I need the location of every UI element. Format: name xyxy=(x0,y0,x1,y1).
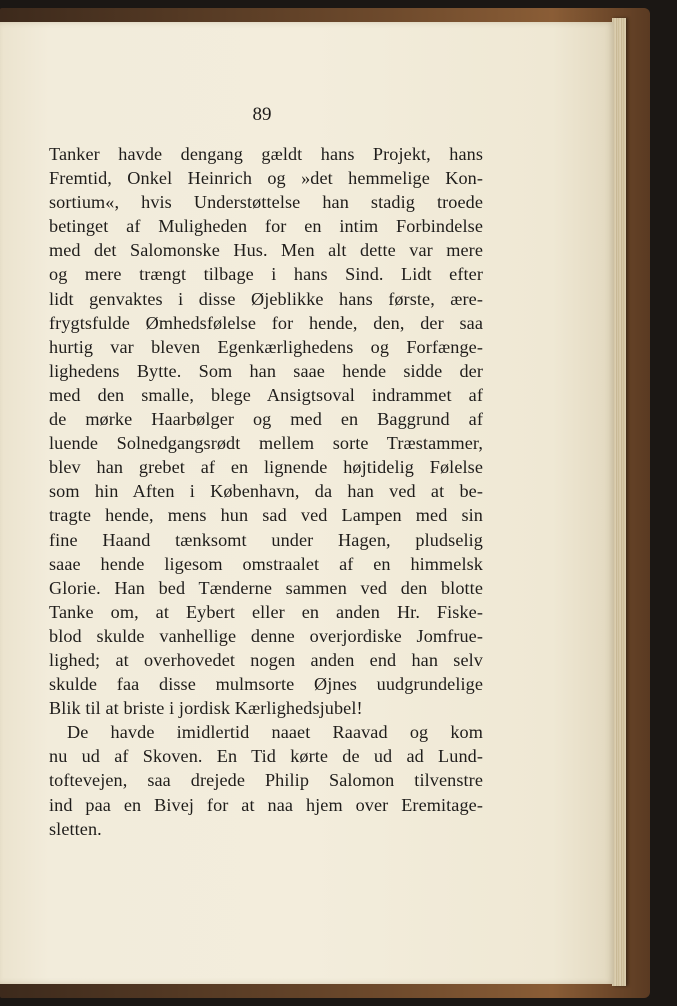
text-line: med den smalle, blege Ansigtsoval indrammet af xyxy=(49,384,483,405)
text-line: fine Haand tænksomt under Hagen, pludselig xyxy=(49,529,483,550)
text-line: Glorie. Han bed Tænderne sammen ved den blotte xyxy=(49,577,483,598)
text-line: betinget af Muligheden for en intim Forbindelse xyxy=(49,216,483,237)
text-line: og mere trængt tilbage i hans Sind. Lidt efter xyxy=(49,264,483,285)
text-line: lidt genvaktes i disse Øjeblikke hans første, ære- xyxy=(49,288,483,309)
text-line: Fremtid, Onkel Heinrich og »det hemmelige Kon- xyxy=(49,168,483,189)
page-number: 89 xyxy=(252,104,272,125)
text-line: Tanker havde dengang gældt hans Projekt, hans xyxy=(49,144,483,164)
text-line: nu ud af Skoven. En Tid kørte de ud ad Lund- xyxy=(49,746,483,767)
text-line: blev han grebet af en lignende højtidelig Følelse xyxy=(49,457,483,478)
body-text xyxy=(49,142,483,841)
text-line: som hin Aften i København, da han ved at be- xyxy=(49,481,483,502)
text-line: Tanke om, at Eybert eller en anden Hr. Fiske- xyxy=(49,601,483,622)
text-line: luende Solnedgangsrødt mellem sorte Træstammer, xyxy=(49,433,483,454)
text-line: toftevejen, saa drejede Philip Salomon tilvenstre xyxy=(49,770,483,791)
text-line: hurtig var bleven Egenkærlighedens og Forfænge- xyxy=(49,336,483,357)
book-page xyxy=(0,22,614,984)
text-line: Blik til at briste i jordisk Kærlighedsjubel! xyxy=(49,698,363,719)
text-line: tragte hende, mens hun sad ved Lampen med sin xyxy=(49,505,483,526)
text-line: skulde faa disse mulmsorte Øjnes uudgrundelige xyxy=(49,674,483,695)
text-line: saae hende ligesom omstraalet af en himmelsk xyxy=(49,553,483,574)
text-line: blod skulde vanhellige denne overjordiske Jomfrue- xyxy=(49,625,483,646)
page-edges xyxy=(612,18,626,986)
text-line: ind paa en Bivej for at naa hjem over Eremitage- xyxy=(49,794,483,815)
text-line: lighedens Bytte. Som han saae hende sidde der xyxy=(49,360,483,381)
text-line: de mørke Haarbølger og med en Baggrund af xyxy=(49,409,483,430)
text-line: frygtsfulde Ømhedsfølelse for hende, den, der saa xyxy=(49,312,483,333)
text-line: med det Salomonske Hus. Men alt dette var mere xyxy=(49,240,483,261)
text-line: lighed; at overhovedet nogen anden end han selv xyxy=(49,649,483,670)
text-line: sortium«, hvis Understøttelse han stadig troede xyxy=(49,192,483,213)
text-line: sletten. xyxy=(49,818,102,839)
text-line: De havde imidlertid naaet Raavad og kom xyxy=(67,722,483,743)
